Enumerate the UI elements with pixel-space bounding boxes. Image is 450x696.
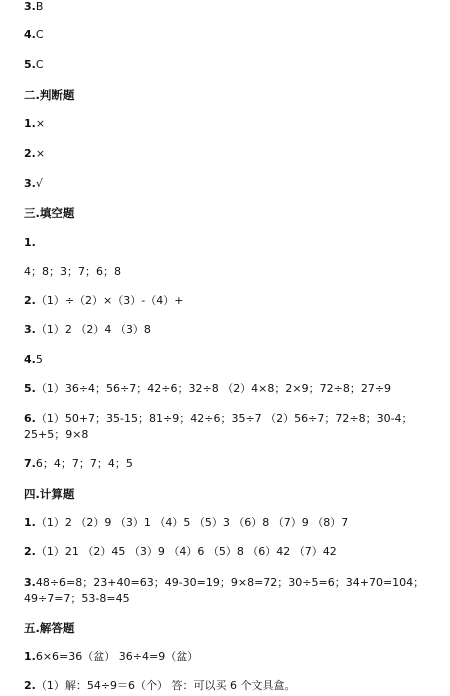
answer-text: × <box>35 117 46 130</box>
answer-text: （1）解：54÷9＝6（个） 答：可以买 6 个文具盒。 <box>35 679 296 692</box>
answer-text: （1）2 （2）9 （3）1 （4）5 （5）3 （6）8 （7）9 （8）7 <box>35 516 349 529</box>
answer-line <box>24 457 444 471</box>
answer-text: （1）21 （2）45 （3）9 （4）6 （5）8 （6）42 （7）42 <box>35 545 337 558</box>
answer-line <box>24 58 444 72</box>
answer-line <box>24 679 444 693</box>
item-number: 6. <box>24 412 36 425</box>
answer-text: 4；8；3；7；6；8 <box>24 265 121 278</box>
answer-text: （1）÷（2）×（3）-（4）+ <box>35 294 184 307</box>
answer-line <box>24 0 444 14</box>
answer-line <box>24 650 444 664</box>
item-number: 2. <box>24 679 36 692</box>
answer-line <box>24 323 444 337</box>
answer-text: 5 <box>35 353 43 366</box>
answer-line <box>24 28 444 42</box>
answer-text: （1）50+7；35-15；81÷9；42÷6；35÷7 （2）56÷7；72÷8；30-4；25+5；9×8 <box>24 412 413 441</box>
answer-text: 6×6=36（盆） 36÷4=9（盆） <box>35 650 199 663</box>
item-number: 5. <box>24 382 36 395</box>
answer-text: × <box>35 147 46 160</box>
item-number: 1. <box>24 650 36 663</box>
answer-text: （1）36÷4；56÷7；42÷6；32÷8 （2）4×8；2×9；72÷8；27÷9 <box>35 382 392 395</box>
item-number: 7. <box>24 457 36 470</box>
answer-text: C <box>35 58 44 71</box>
answer-line <box>24 147 444 161</box>
answer-text: 6；4；7；7；4；5 <box>35 457 133 470</box>
item-number: 2. <box>24 545 36 558</box>
answer-line <box>24 177 444 191</box>
section-heading: 三.填空题 <box>24 206 75 220</box>
item-number: 2. <box>24 294 36 307</box>
answer-text: C <box>35 28 44 41</box>
answer-line <box>24 353 444 367</box>
answer-line <box>24 382 444 396</box>
answer-text: 48÷6=8；23+40=63；49-30=19；9×8=72；30÷5=6；34+70=104；49÷7=7；53-8=45 <box>24 576 425 605</box>
item-number: 1. <box>24 516 36 529</box>
item-number: 4. <box>24 353 36 366</box>
answer-line <box>24 545 444 559</box>
section-heading: 四.计算题 <box>24 487 75 501</box>
item-number: 5. <box>24 58 36 71</box>
item-number: 4. <box>24 28 36 41</box>
answer-line <box>24 516 444 530</box>
answer-text: √ <box>35 177 43 190</box>
section-heading: 五.解答题 <box>24 621 75 635</box>
answer-text: （1）2 （2）4 （3）8 <box>35 323 151 336</box>
item-number: 1. <box>24 117 36 130</box>
answer-line <box>24 236 444 250</box>
item-number: 2. <box>24 147 36 160</box>
answer-text: B <box>35 0 44 13</box>
answer-line <box>24 265 444 279</box>
item-number: 3. <box>24 323 36 336</box>
section-heading: 二.判断题 <box>24 88 75 102</box>
answer-line <box>24 411 444 443</box>
item-number: 3. <box>24 576 36 589</box>
item-number: 1. <box>24 236 36 249</box>
answer-line <box>24 117 444 131</box>
item-number: 3. <box>24 177 36 190</box>
item-number: 3. <box>24 0 36 13</box>
answer-line <box>24 575 444 607</box>
answer-line <box>24 294 444 308</box>
